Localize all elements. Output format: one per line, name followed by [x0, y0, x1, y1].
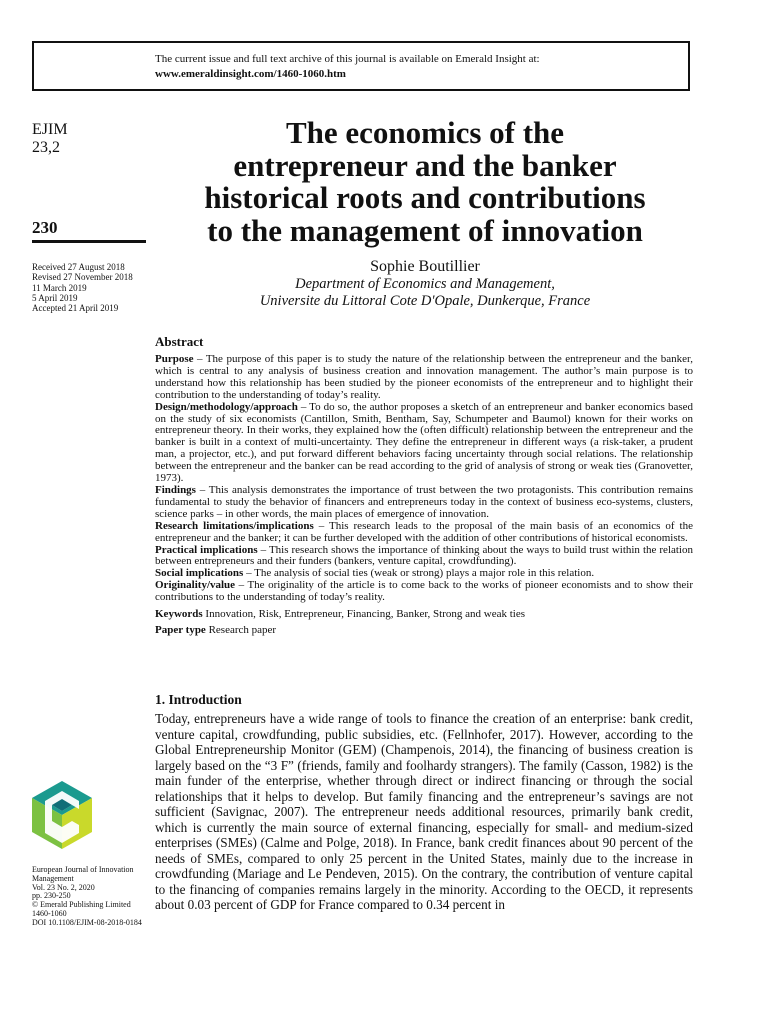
citation-doi[interactable]: DOI 10.1108/EJIM-08-2018-0184 — [32, 917, 142, 927]
citation-line: pp. 230-250 — [32, 891, 71, 901]
section-label: Social implications — [155, 567, 244, 580]
abstract-research-limitations — [155, 521, 693, 545]
section-text: – The originality of the article is to come back to the works of pioneer economists and to show their contributions to the understanding of today’s reality. — [155, 579, 693, 604]
keywords — [155, 608, 693, 621]
section-label: Practical implications — [155, 543, 258, 556]
title-line: entrepreneur and the banker — [233, 147, 617, 183]
author-name: Sophie Boutillier — [370, 258, 480, 275]
citation-line: Management — [32, 873, 74, 883]
abstract-practical-implications — [155, 545, 693, 569]
introduction-heading: 1. Introduction — [155, 692, 242, 707]
abstract-design — [155, 402, 693, 485]
affiliation-line: Universite du Littoral Cote D'Opale, Dunkerque, France — [259, 293, 591, 309]
history-line: 5 April 2019 — [32, 292, 78, 303]
paper-type — [155, 624, 693, 637]
section-text: – The purpose of this paper is to study the nature of the relationship between the entrepreneur and the banker, which is central to any analysis of business creation and innovation management. The author’s main purpose is to understand how this relationship has been studied by the pioneer economists of the entrepreneur and to highlight their contribution to the understanding of today’s reality. — [155, 353, 693, 401]
title-line: historical roots and contributions — [204, 180, 646, 215]
history-line: Received 27 August 2018 — [32, 262, 125, 272]
abstract-originality — [155, 580, 693, 604]
history-line: 11 March 2019 — [32, 282, 87, 293]
section-text: – This research shows the importance of thinking about the ways to build trust within the relation between entrepreneurs and their funders (bankers, venture capital, crowdfunding). — [155, 543, 693, 568]
section-text: – This analysis demonstrates the importance of trust between the two protagonists. This contribution remains fundamental to study the behavior of financers and entrepreneurs today in the context of business eco-systems, clusters, science parks – in other words, the main places of emergence of innovation. — [155, 483, 693, 520]
author-affiliation — [152, 276, 698, 310]
page-number: 230 — [32, 218, 58, 237]
section-label: Purpose — [155, 353, 194, 365]
section-label: Research limitations/implications — [155, 519, 314, 532]
paper-type-label: Paper type — [155, 624, 206, 637]
introduction-body: Today, entrepreneurs have a wide range of tools to finance the creation of an enterprise: bank credit, venture capital, crowdfunding, public subsidies, etc. (Fellnhofer, 2017). However, according to the Global Entrepreneurship Monitor (GEM) (Champenois, 2014), the financing of business creation is largely based on the “3 F” (friends, family and foolhardy strangers). The family (Casson, 1982) is the main funder of the enterprise, whether through direct or indirect financing or through the social relationships that it helps to develop. But family financing and the entrepreneur’s savings are not sufficient (Savignac, 2007). The entrepreneur needs additional resources, primarily bank credit, which is currently the main source of external financing, especially for small- and medium-sized enterprises (SMEs) (Calme and Polge, 2018). In France, bank credit finances about 90 percent of the needs of SMEs, compared to only 25 percent in the United States, mainly due to the increase in crowdfunding (Mariage and Le Pendeven, 2015). On the contrary, the contribution of venture capital to the financing of companies remains largely in the minority. According to the OECD, it represents about 0.03 percent of GDP for France compared to 0.34 percent in — [155, 711, 693, 912]
journal-volume: 23,2 — [32, 139, 60, 156]
history-line: Revised 27 November 2018 — [32, 272, 133, 283]
abstract — [155, 334, 693, 637]
banner-line: The current issue and full text archive of this journal is available on Emerald Insight at: — [155, 53, 540, 65]
journal-abbrev: EJIM — [32, 121, 68, 138]
title-line: The economics of the — [285, 115, 565, 150]
section-label: Findings — [155, 483, 196, 496]
journal-banner — [32, 41, 690, 91]
citation-block — [32, 866, 144, 928]
keywords-label: Keywords — [155, 608, 203, 621]
section-label: Originality/value — [155, 579, 236, 592]
section-label: Design/methodology/approach — [155, 400, 298, 413]
section-text: – To do so, the author proposes a sketch of an entrepreneur and banker economics based on the study of six economists (Cantillon, Smith, Bentham, Say, Schumpeter and Baumol) known for their works on entrepreneur theory. In their works, they explained how the (often difficult) relationship between the entrepreneur and the banker is built in a context of multi-uncertainty. They define the entrepreneur in different ways (a risk-taker, a prudent man, a projector, etc.), and put forward different behaviors facing uncertainty through social relations. The relationship between the entrepreneur and the banker can be read according to the grid of analysis of strong or weak ties (Granovetter, 1973). — [155, 400, 693, 485]
citation-line: Vol. 23 No. 2, 2020 — [32, 882, 95, 892]
citation-line: European Journal of Innovation — [32, 865, 134, 874]
article-history — [32, 262, 133, 313]
article-title — [152, 117, 698, 247]
citation-line: 1460-1060 — [32, 908, 67, 918]
journal-url-link[interactable]: www.emeraldinsight.com/1460-1060.htm — [155, 68, 346, 80]
title-line: to the management of innovation — [207, 212, 643, 248]
abstract-findings — [155, 485, 693, 521]
section-text: – The analysis of social ties (weak or strong) plays a major role in this relation. — [243, 567, 595, 580]
page-number-rule — [32, 240, 146, 243]
affiliation-line: Department of Economics and Management, — [295, 276, 555, 292]
citation-line: © Emerald Publishing Limited — [32, 900, 131, 910]
emerald-logo-icon — [32, 781, 92, 849]
abstract-heading: Abstract — [155, 334, 204, 349]
paper-type-text: Research paper — [205, 624, 277, 637]
section-text: – This research leads to the proposal of the main basis of an economics of the entrepreneur and the banker; it can be further developed with the addition of other contributions of historical economists. — [155, 519, 693, 544]
keywords-text: Innovation, Risk, Entrepreneur, Financing, Banker, Strong and weak ties — [202, 608, 525, 621]
banner-text — [155, 52, 540, 82]
journal-code — [32, 121, 68, 157]
introduction-section — [155, 692, 693, 913]
history-line: Accepted 21 April 2019 — [32, 303, 119, 314]
abstract-purpose — [155, 354, 693, 402]
